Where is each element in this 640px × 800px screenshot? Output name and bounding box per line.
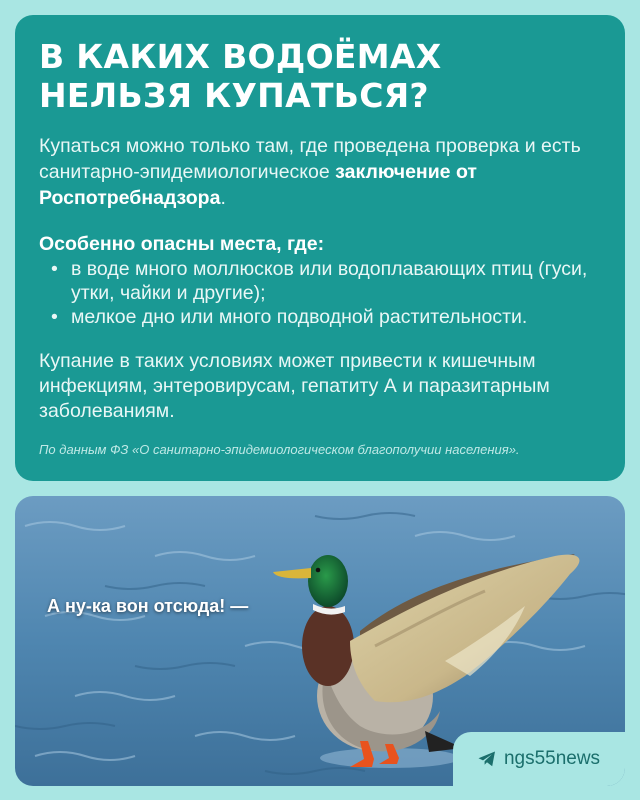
consequences-paragraph: Купание в таких условиях может привести к кишечным инфекциям, энтеровирусам, гепатиту А и паразитарным заболеваниям. (39, 350, 550, 422)
list-item-text: мелкое дно или много подводной растительности. (71, 306, 528, 328)
list-item (51, 257, 601, 305)
telegram-plane-icon (478, 751, 496, 767)
channel-badge[interactable] (453, 732, 625, 786)
intro-text: Купаться можно только там, где проведена проверка и есть санитарно-эпидемиологическое (39, 135, 581, 183)
source-note: По данным ФЗ «О санитарно-эпидемиологическом благополучии населения». (39, 442, 520, 457)
intro-end: . (220, 187, 226, 209)
intro-emphasis: заключение от Роспотребнадзора (39, 161, 477, 209)
dangers-heading: Особенно опасны места, где: (39, 233, 325, 255)
photo-caption: А ну-ка вон отсюда! — (47, 596, 249, 616)
channel-name: ngs55news (503, 748, 601, 769)
dangers-list (39, 257, 601, 329)
list-item-text: в воде много моллюсков или водоплавающих птиц (гуси, утки, чайки и другие); (71, 258, 588, 304)
list-item (51, 305, 601, 329)
bullet-icon: • (51, 258, 58, 280)
bullet-icon: • (51, 306, 58, 328)
intro-paragraph (39, 133, 601, 211)
info-card (15, 15, 625, 481)
page-title: В КАКИХ ВОДОЁМАХ НЕЛЬЗЯ КУПАТЬСЯ? (39, 37, 442, 115)
duck-photo (15, 496, 625, 786)
